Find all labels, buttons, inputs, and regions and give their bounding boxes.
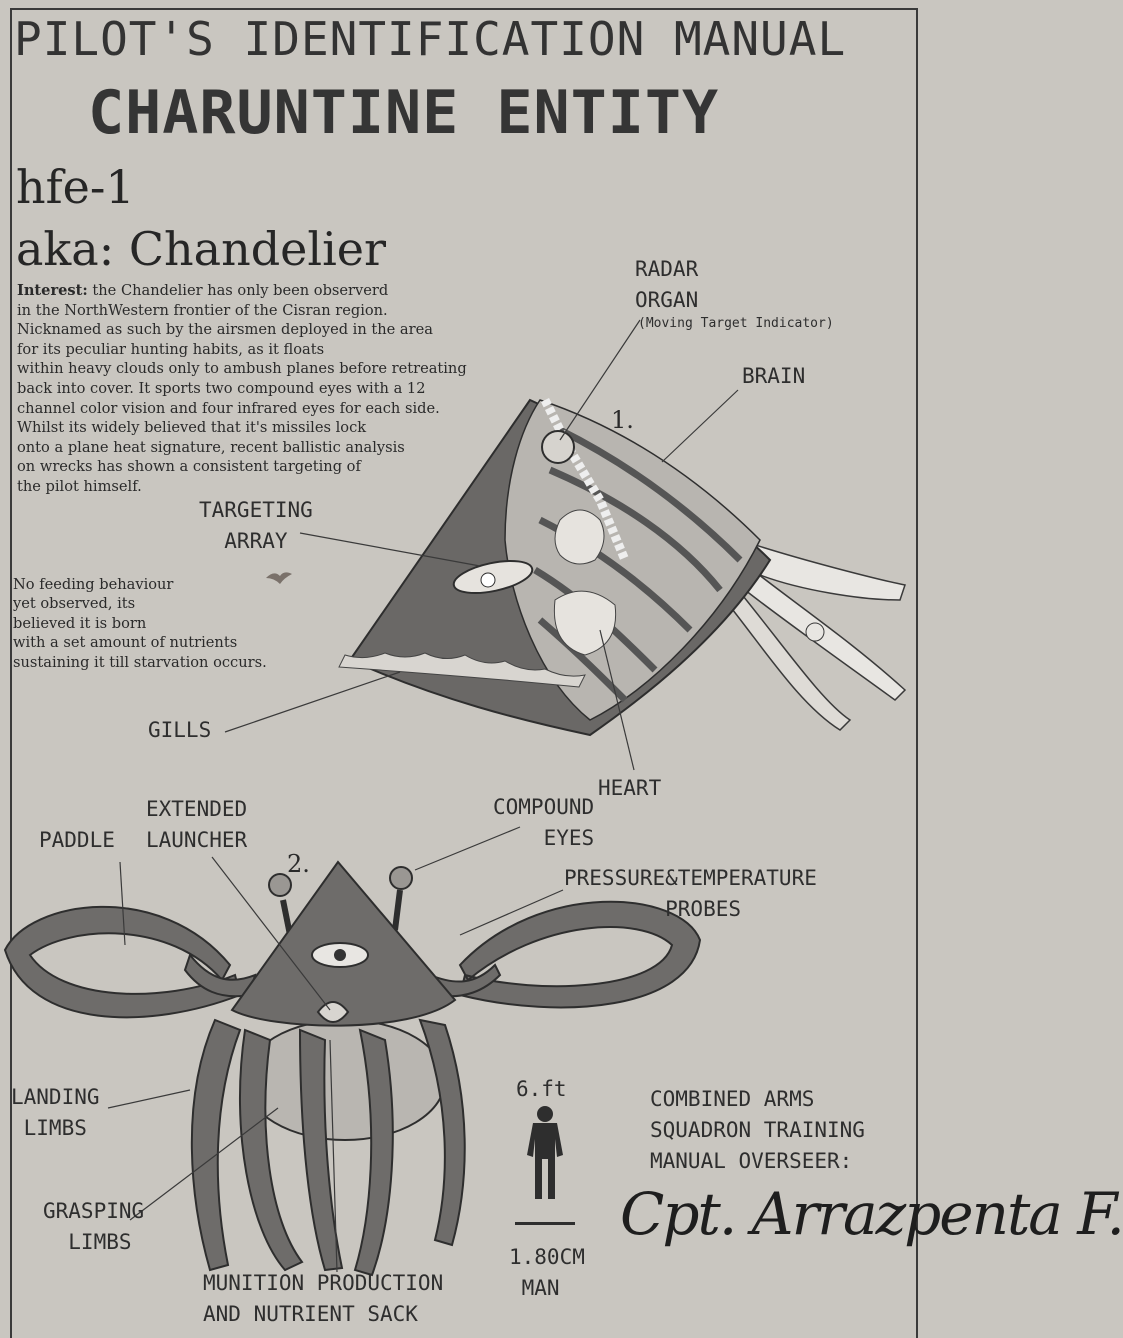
label-brain: BRAIN <box>742 364 806 388</box>
manual-title: PILOT'S IDENTIFICATION MANUAL <box>14 12 847 66</box>
label-grasping-limbs: GRASPING LIMBS <box>43 1199 145 1254</box>
label-radar-organ: RADAR ORGAN <box>635 257 699 312</box>
scale-man-silhouette <box>515 1106 575 1225</box>
label-heart: HEART <box>598 776 662 800</box>
label-moving-target-indicator: (Moving Target Indicator) <box>638 316 834 331</box>
scale-height-ft: 6.ft <box>516 1077 567 1101</box>
designation: hfe-1 <box>16 160 135 214</box>
label-pressure-temperature-probes: PRESSURE&TEMPERATURE PROBES <box>564 866 817 921</box>
label-targeting-array: TARGETING ARRAY <box>199 498 313 553</box>
label-gills: GILLS <box>148 718 212 742</box>
label-munition-sack: MUNITION PRODUCTION AND NUTRIENT SACK <box>203 1271 444 1326</box>
label-landing-limbs: LANDING LIMBS <box>11 1085 100 1140</box>
bird-mark <box>266 572 292 584</box>
label-paddle: PADDLE <box>39 828 115 852</box>
aka-name: aka: Chandelier <box>16 222 387 276</box>
signature: Cpt. Arrazpenta F. <box>620 1180 1123 1248</box>
figure1-number: 1. <box>611 406 634 434</box>
label-extended-launcher: EXTENDED LAUNCHER <box>146 797 248 852</box>
overseer-signoff: COMBINED ARMS SQUADRON TRAINING MANUAL OVERSEER: <box>650 1087 865 1173</box>
interest-lead: Interest: <box>17 282 88 299</box>
entity-title: CHARUNTINE ENTITY <box>88 78 720 148</box>
scale-height-cm: 1.80CM MAN <box>509 1245 585 1300</box>
feeding-note: No feeding behaviour yet observed, its believed it is born with a set amount of nutrients sustaining it till starvation occurs. <box>13 576 267 671</box>
figure2-number: 2. <box>287 850 310 878</box>
interest-paragraph: Interest: the Chandelier has only been observerd in the NorthWestern frontier of the Cisran region. Nicknamed as such by the airsmen deployed in the area for its peculiar hunting habits, as it floats within heavy clouds only to ambush planes before retreating back into cover. It sports two compound eyes with a 12 channel color vision and four infrared eyes for each side. Whilst its widely believed that it's missiles lock onto a plane heat signature, recent ballistic analysis on wrecks has shown a consistent targeting of the pilot himself. <box>17 282 467 495</box>
label-compound-eyes: COMPOUND EYES <box>493 795 595 850</box>
